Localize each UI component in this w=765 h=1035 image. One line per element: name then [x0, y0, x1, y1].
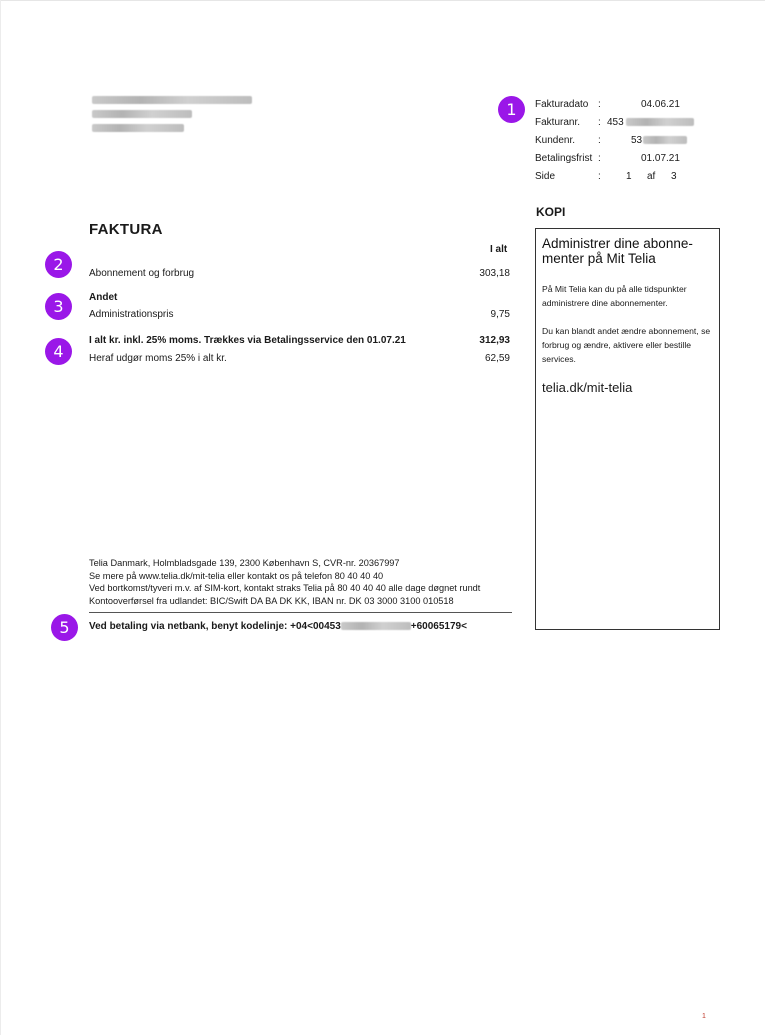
footer-line-1: Telia Danmark, Holmbladsgade 139, 2300 København S, CVR-nr. 20367997 [89, 558, 400, 568]
redacted-name [92, 96, 252, 104]
customer-no-value [631, 135, 687, 146]
subscription-label: Abonnement og forbrug [89, 268, 195, 279]
info-box-title: Administrer dine abonne-menter på Mit Telia [542, 236, 693, 266]
payment-code-suffix: +60065179< [410, 621, 467, 632]
subscription-line [89, 268, 510, 279]
vat-line [89, 353, 510, 364]
footer-divider [89, 612, 512, 613]
customer-no-prefix: 53 [631, 135, 643, 146]
annotation-badge-5: 5 [51, 614, 78, 641]
colon: : [598, 153, 601, 164]
info-box-paragraph-1: På Mit Telia kan du på alle tidspunkter administrere dine abonnementer. [542, 284, 687, 308]
admin-fee-label: Administrationspris [89, 309, 174, 320]
due-date-label: Betalingsfrist [535, 153, 593, 164]
page-number: 1 [702, 1013, 706, 1020]
footer-line-2: Se mere på www.telia.dk/mit-telia eller kontakt os på telefon 80 40 40 40 [89, 570, 384, 581]
page-total: 3 [671, 171, 677, 182]
annotation-badge-1: 1 [498, 96, 525, 123]
total-column-header: I alt [490, 244, 508, 255]
invoice-no-prefix: 453 [607, 117, 624, 128]
customer-no-redacted [643, 136, 687, 144]
admin-fee-amount: 9,75 [490, 309, 510, 320]
company-footer [89, 557, 480, 607]
subscription-amount: 303,18 [479, 268, 510, 279]
info-box-paragraph-2: Du kan blandt andet ændre abonnement, se forbrug og ændre, aktivere eller bestille services. [542, 326, 711, 364]
colon: : [598, 135, 601, 146]
invoice-no-redacted [626, 118, 694, 126]
payment-code-prefix: Ved betaling via netbank, benyt kodelinje: +04<00453 [89, 621, 341, 632]
vat-amount: 62,59 [484, 353, 510, 364]
mit-telia-info-box [535, 228, 720, 630]
redacted-city [92, 124, 184, 132]
invoice-no-value [607, 117, 694, 128]
annotation-badge-3: 3 [45, 293, 72, 320]
total-amount: 312,93 [479, 335, 510, 346]
invoice-date-value: 04.06.21 [641, 99, 680, 110]
payment-code-line [89, 621, 467, 632]
footer-line-4: Kontooverførsel fra udlandet: BIC/Swift DA BA DK KK, IBAN nr. DK 03 3000 3100 010518 [89, 595, 454, 606]
admin-fee-line [89, 309, 510, 320]
mit-telia-link[interactable]: telia.dk/mit-telia [542, 380, 633, 395]
page-of: af [647, 171, 656, 182]
invoice-heading: FAKTURA [89, 221, 163, 238]
page-current: 1 [626, 171, 632, 182]
page-left-edge [0, 0, 1, 1035]
vat-label: Heraf udgør moms 25% i alt kr. [89, 353, 227, 364]
recipient-address-redacted [92, 96, 252, 138]
other-heading: Andet [89, 292, 118, 303]
due-date-value: 01.07.21 [641, 153, 680, 164]
payment-code-redacted [341, 622, 411, 630]
colon: : [598, 171, 601, 182]
invoice-no-label: Fakturanr. [535, 117, 581, 128]
annotation-badge-4: 4 [45, 338, 72, 365]
customer-no-label: Kundenr. [535, 135, 576, 146]
colon: : [598, 99, 601, 110]
colon: : [598, 117, 601, 128]
footer-line-3: Ved bortkomst/tyveri m.v. af SIM-kort, kontakt straks Telia på 80 40 40 40 alle dage døgnet rundt [89, 583, 481, 593]
total-label: I alt kr. inkl. 25% moms. Trækkes via Betalingsservice den 01.07.21 [89, 335, 406, 346]
redacted-street [92, 110, 192, 118]
invoice-date-label: Fakturadato [535, 99, 589, 110]
page-label: Side [535, 171, 556, 182]
copy-label: KOPI [536, 205, 566, 219]
total-line [89, 335, 510, 346]
annotation-badge-2: 2 [45, 251, 72, 278]
